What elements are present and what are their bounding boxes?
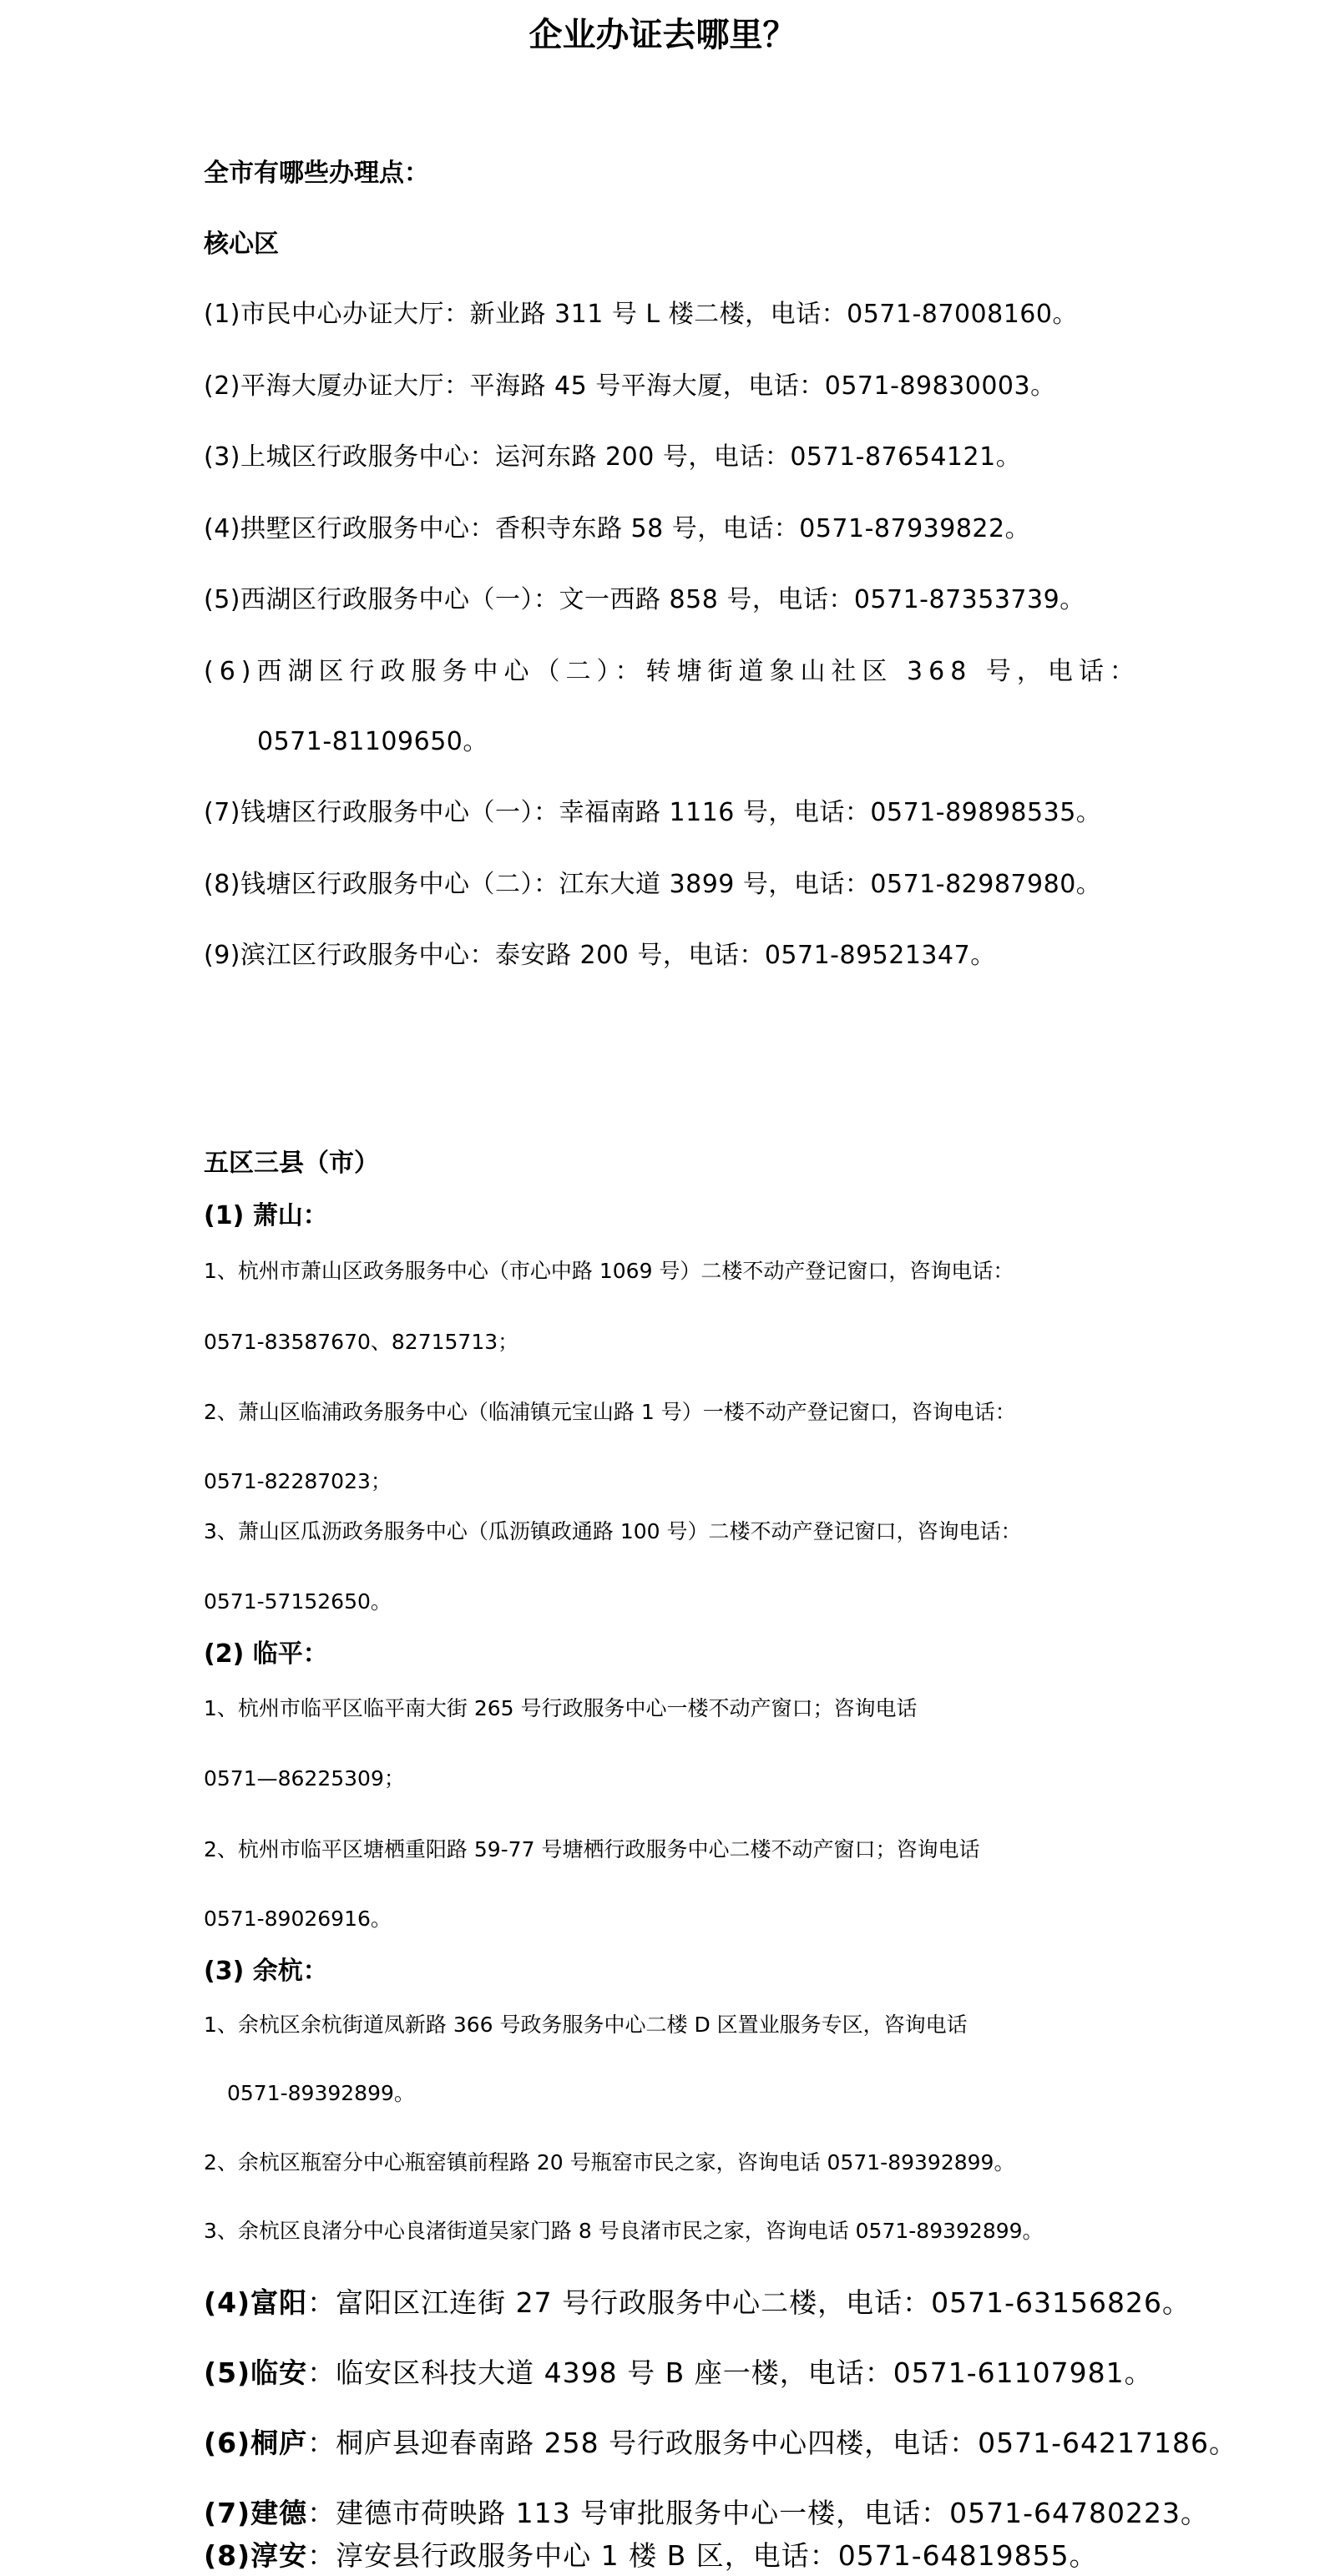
county-chunan (204, 2538, 1098, 2574)
county-chunan-text: ：淳安县行政服务中心 1 楼 B 区，电话：0571-64819855。 (307, 2539, 1098, 2572)
section-heading-offices: 全市有哪些办理点： (204, 159, 429, 188)
yuhang-line-1: 1、余杭区余杭街道凤新路 366 号政务服务中心二楼 D 区置业服务专区，咨询电话 (204, 2013, 968, 2037)
county-tonglu-label: (6)桐庐 (204, 2427, 308, 2459)
core-item-2: (2)平海大厦办证大厅：平海路 45 号平海大厦，电话：0571-89830003。 (204, 371, 1056, 401)
linping-label: (2) 临平： (204, 1639, 328, 1669)
county-fuyang (204, 2285, 1191, 2321)
county-fuyang-text: ：富阳区江连街 27 号行政服务中心二楼，电话：0571-63156826。 (307, 2286, 1191, 2319)
core-item-6: (6)西湖区行政服务中心（二）：转塘街道象山社区 368 号，电话： (204, 657, 1140, 686)
yuhang-line-3: 2、余杭区瓶窑分中心瓶窑镇前程路 20 号瓶窑市民之家，咨询电话 0571-89392899。 (204, 2150, 1015, 2174)
xiaoshan-line-1: 1、杭州市萧山区政务服务中心（市心中路 1069 号）二楼不动产登记窗口，咨询电话： (204, 1259, 1014, 1283)
core-item-3: (3)上城区行政服务中心：运河东路 200 号，电话：0571-87654121。 (204, 442, 1022, 472)
county-linan (204, 2355, 1153, 2392)
core-area-heading: 核心区 (204, 230, 279, 259)
core-item-4: (4)拱墅区行政服务中心：香积寺东路 58 号，电话：0571-87939822。 (204, 514, 1031, 543)
core-item-1: (1)市民中心办证大厅：新业路 311 号 L 楼二楼，电话：0571-87008160。 (204, 300, 1078, 329)
linping-line-4: 0571-89026916。 (204, 1907, 392, 1931)
county-jiande-text: ：建德市荷映路 113 号审批服务中心一楼，电话：0571-64780223。 (307, 2497, 1209, 2529)
core-item-7: (7)钱塘区行政服务中心（一）：幸福南路 1116 号，电话：0571-89898535。 (204, 798, 1102, 827)
page-title: 企业办证去哪里？ (528, 15, 797, 54)
county-linan-label: (5)临安 (204, 2356, 308, 2389)
core-item-5: (5)西湖区行政服务中心（一）：文一西路 858 号，电话：0571-87353739。 (204, 585, 1085, 614)
xiaoshan-line-2: 0571-83587670、82715713； (204, 1330, 519, 1354)
county-jiande (204, 2495, 1209, 2532)
yuhang-line-4: 3、余杭区良渚分中心良渚街道吴家门路 8 号良渚市民之家，咨询电话 0571-89392899。 (204, 2219, 1044, 2243)
districts-heading: 五区三县（市） (204, 1149, 379, 1178)
linping-line-3: 2、杭州市临平区塘栖重阳路 59-77 号塘栖行政服务中心二楼不动产窗口；咨询电话 (204, 1837, 980, 1861)
county-jiande-label: (7)建德 (204, 2497, 308, 2529)
county-linan-text: ：临安区科技大道 4398 号 B 座一楼，电话：0571-61107981。 (307, 2356, 1153, 2389)
linping-line-1: 1、杭州市临平区临平南大街 265 号行政服务中心一楼不动产窗口；咨询电话 (204, 1696, 918, 1720)
xiaoshan-line-3: 2、萧山区临浦政务服务中心（临浦镇元宝山路 1 号）一楼不动产登记窗口，咨询电话： (204, 1400, 1016, 1424)
xiaoshan-line-4: 0571-82287023； (204, 1469, 392, 1493)
yuhang-line-2: 0571-89392899。 (227, 2081, 415, 2105)
xiaoshan-line-5: 3、萧山区瓜沥政务服务中心（瓜沥镇政通路 100 号）二楼不动产登记窗口，咨询电话： (204, 1519, 1022, 1543)
county-tonglu-text: ：桐庐县迎春南路 258 号行政服务中心四楼，电话：0571-64217186。 (307, 2427, 1237, 2459)
xiaoshan-label: (1) 萧山： (204, 1201, 328, 1230)
county-fuyang-label: (4)富阳 (204, 2286, 308, 2319)
county-chunan-label: (8)淳安 (204, 2539, 308, 2572)
yuhang-label: (3) 余杭： (204, 1957, 328, 1986)
xiaoshan-line-6: 0571-57152650。 (204, 1589, 392, 1614)
core-item-9: (9)滨江区行政服务中心：泰安路 200 号，电话：0571-89521347。 (204, 941, 996, 970)
core-item-6-phone: 0571-81109650。 (257, 727, 488, 756)
linping-line-2: 0571—86225309； (204, 1766, 405, 1791)
core-item-8: (8)钱塘区行政服务中心（二）：江东大道 3899 号，电话：0571-82987980。 (204, 870, 1102, 899)
county-tonglu (204, 2425, 1237, 2462)
